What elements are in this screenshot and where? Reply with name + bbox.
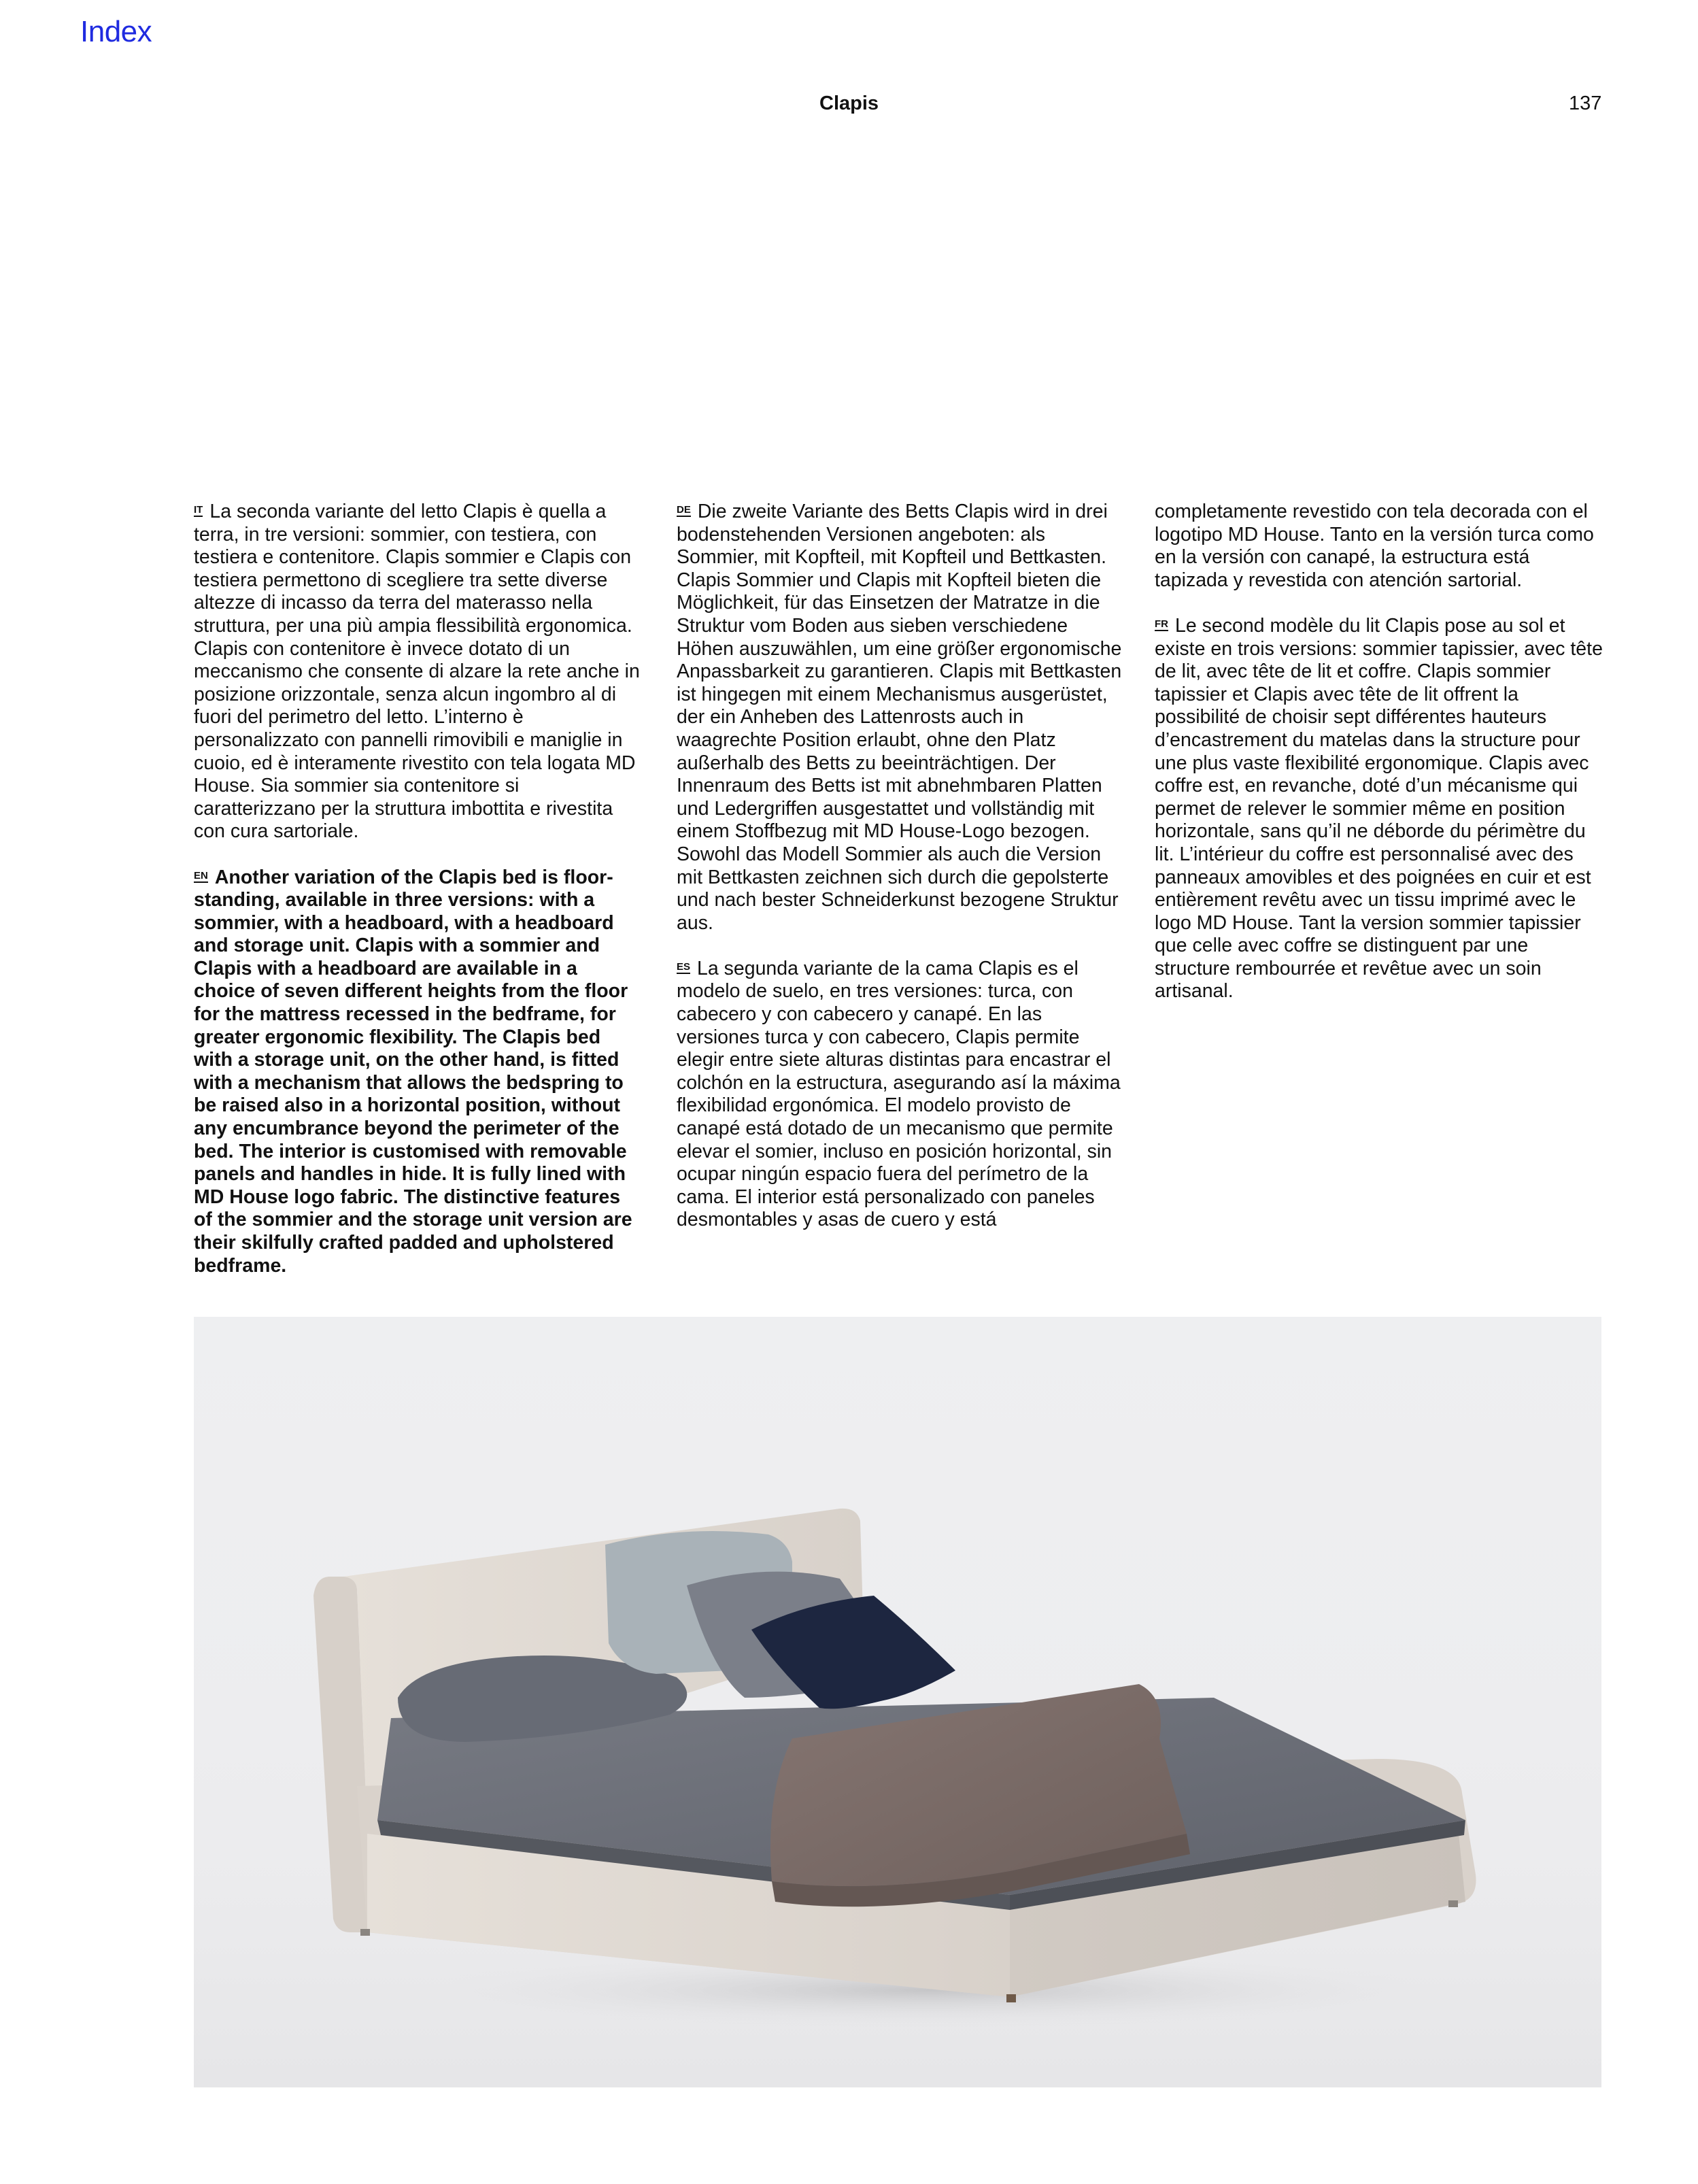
paragraph-es-text: La segunda variante de la cama Clapis es el modelo de suelo, en tres versiones: turca, con cabecero y con cabecero y canapé. En las versiones turca y con cabecero, Clapis permite elegir entre siete alturas distintas para encastrar el colchón en la estructura, asegurando así la máxima flexibilidad ergonómica. El modelo provisto de canapé está dotado de un mecanismo que permite elevar el somier, incluso en posición horizontal, sin ocupar ningún espacio fuera del perímetro de la cama. El interior está personalizado con paneles desmontables y asas de cuero y está bbox=[677, 957, 1121, 1231]
text-column-3 bbox=[1155, 501, 1603, 1026]
bed-foot-right bbox=[1448, 1900, 1458, 1907]
language-tag-en: EN bbox=[194, 869, 208, 881]
language-tag-it: IT bbox=[194, 504, 203, 516]
bed-illustration bbox=[194, 1317, 1601, 2087]
product-photo bbox=[194, 1317, 1601, 2087]
text-column-1 bbox=[194, 501, 643, 1300]
paragraph-it bbox=[194, 501, 643, 843]
paragraph-fr bbox=[1155, 615, 1603, 1003]
paragraph-de bbox=[677, 501, 1125, 935]
bed-foot-front bbox=[1006, 1994, 1016, 2002]
paragraph-de-text: Die zweite Variante des Betts Clapis wird in drei bodenstehenden Versionen angeboten: als Sommier, mit Kopfteil, mit Kopfteil und Bettkasten. Clapis Sommier und Clapis mit Kopfteil bieten die Möglichkeit, für das Einsetzen der Matratze in die Struktur vom Boden aus sieben verschiedene Höhen auszuwählen, um eine größer ergonomische Anpassbarkeit zu garantieren. Clapis mit Bettkasten ist hingegen mit einem Mechanismus ausgerüstet, der ein Anheben des Lattenrosts auch in waagrechte Position erlaubt, ohne den Platz außerhalb des Betts zu beeinträchtigen. Der Innenraum des Betts ist mit abnehmbaren Platten und Ledergriffen ausgestattet und vollständig mit einem Stoffbezug mit MD House-Logo bezogen. Sowohl das Modell Sommier als auch die Version mit Bettkasten zeichnen sich durch die gepolsterte und nach bester Schneiderkunst bezogene Struktur aus. bbox=[677, 501, 1122, 934]
page-number: 137 bbox=[1569, 93, 1602, 114]
language-tag-es: ES bbox=[677, 960, 691, 973]
text-column-2 bbox=[677, 501, 1125, 1255]
paragraph-it-text: La seconda variante del letto Clapis è quella a terra, in tre versioni: sommier, con testiera, con testiera e contenitore. Clapis sommier e Clapis con testiera permettono di scegliere tra sette diverse altezze di incasso da terra del materasso nella struttura, per una più ampia flessibilità ergonomica. Clapis con contenitore è invece dotato di un meccanismo che consente di alzare la rete anche in posizione orizzontale, senza alcun ingombro al di fuori del perimetro del letto. L’interno è personalizzato con pannelli rimovibili e maniglie in cuoio, ed è interamente rivestito con tela logata MD House. Sia sommier sia contenitore si caratterizzano per la struttura imbottita e rivestita con cura sartoriale. bbox=[194, 501, 640, 843]
paragraph-es bbox=[677, 958, 1125, 1232]
paragraph-es-continued: completamente revestido con tela decorada con el logotipo MD House. Tanto en la versión turca como en la versión con canapé, la estructura está tapizada y revestida con atención sartorial. bbox=[1155, 501, 1594, 591]
paragraph-en bbox=[194, 867, 643, 1278]
language-tag-de: DE bbox=[677, 504, 691, 516]
paragraph-fr-text: Le second modèle du lit Clapis pose au sol et existe en trois versions: sommier tapissier, avec tête de lit, avec tête de lit et coffre. Clapis sommier tapissier et Clapis avec tête de lit offrent la possibilité de choisir sept différentes hauteurs d’encastrement du matelas dans la structure pour une plus vaste flexibilité ergonomique. Clapis avec coffre est, en revanche, doté d’un mécanisme qui permet de relever le sommier même en position horizontale, sans qu’il ne déborde du périmètre du lit. L’intérieur du coffre est personnalisé avec des panneaux amovibles et des poignées en cuir et est entièrement revêtu avec un tissu imprimé avec le logo MD House. Tant la version sommier tapissier que celle avec coffre se distinguent par une structure rembourrée et revêtue avec un soin artisanal. bbox=[1155, 614, 1603, 1003]
language-tag-fr: FR bbox=[1155, 618, 1168, 630]
page-title: Clapis bbox=[819, 93, 879, 114]
index-link[interactable]: Index bbox=[80, 15, 152, 48]
paragraph-en-text: Another variation of the Clapis bed is floor-standing, available in three versions: with a sommier, with a headboard, with a headboard and storage unit. Clapis with a sommier and Clapis with a headboard are available in a choice of seven different heights from the floor for the mattress recessed in the bedframe, for greater ergonomic flexibility. The Clapis bed with a storage unit, on the other hand, is fitted with a mechanism that allows the bedspring to be raised also in a horizontal position, without any encumbrance beyond the perimeter of the bed. The interior is customised with removable panels and handles in hide. It is fully lined with MD House logo fabric. The distinctive features of the sommier and the storage unit version are their skilfully crafted padded and upholstered bedframe. bbox=[194, 866, 632, 1277]
bed-foot-left bbox=[360, 1929, 370, 1936]
